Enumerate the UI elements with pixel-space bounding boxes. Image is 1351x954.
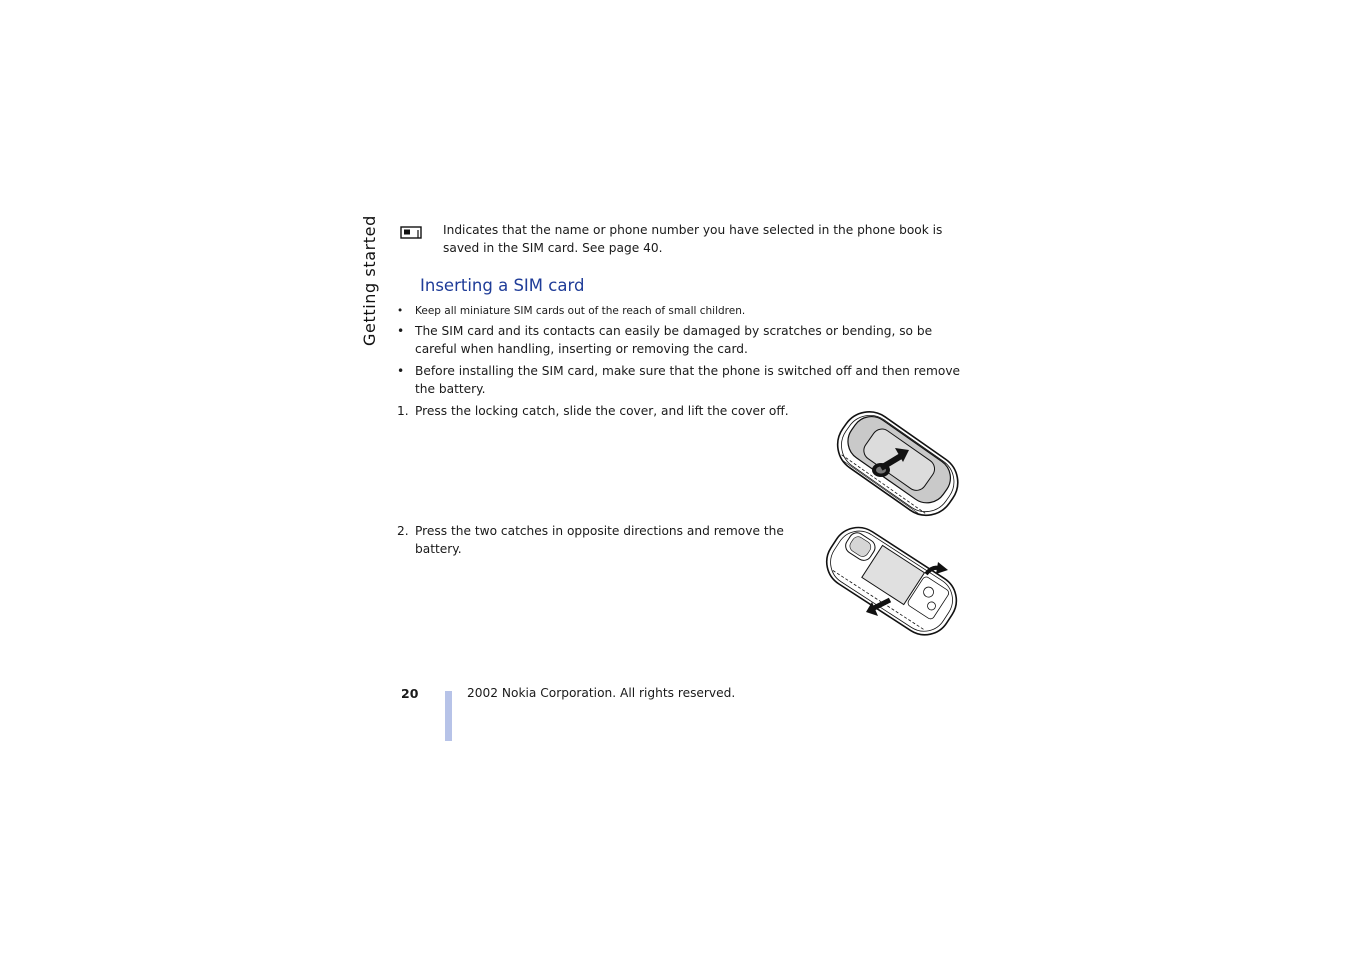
battery-removal-illustration <box>816 524 966 640</box>
copyright-notice: 2002 Nokia Corporation. All rights reserved. <box>467 686 736 700</box>
list-item <box>397 322 967 358</box>
section-heading: Inserting a SIM card <box>420 276 585 295</box>
side-tab-label: Getting started <box>360 215 379 346</box>
list-item <box>397 302 967 320</box>
step-1 <box>397 402 817 420</box>
step-text: Press the two catches in opposite directions and remove the battery. <box>415 524 784 556</box>
bullet-marker: • <box>397 324 405 338</box>
indicator-description: Indicates that the name or phone number you have selected in the phone book is saved in the SIM card. See page 40. <box>443 223 943 255</box>
bullet-marker: • <box>397 364 405 378</box>
list-item <box>397 362 967 398</box>
sim-card-indicator-icon <box>400 226 422 239</box>
step-number: 2. <box>397 524 409 538</box>
footer-divider-bar <box>445 691 452 741</box>
step-text: Press the locking catch, slide the cover, and lift the cover off. <box>415 404 789 418</box>
bullet-text: Before installing the SIM card, make sure that the phone is switched off and then remove the battery. <box>415 364 961 396</box>
step-number: 1. <box>397 404 409 418</box>
bullet-marker: • <box>397 305 404 317</box>
bullet-text: The SIM card and its contacts can easily be damaged by scratches or bending, so be careful when handling, inserting or removing the card. <box>415 324 933 356</box>
step-2 <box>397 522 817 558</box>
phone-cover-removal-illustration <box>825 404 967 528</box>
bullet-text: Keep all miniature SIM cards out of the reach of small children. <box>415 305 746 317</box>
page-number: 20 <box>401 686 419 701</box>
